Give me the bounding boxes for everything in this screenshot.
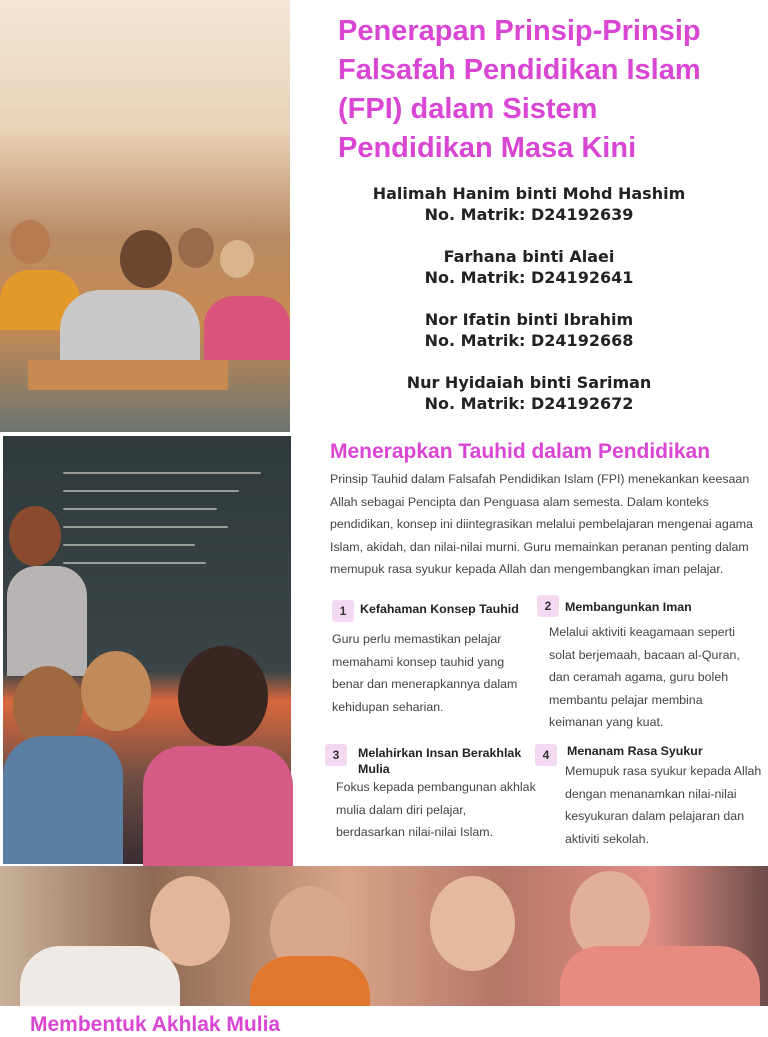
point-title: Menanam Rasa Syukur [567,744,703,758]
point-number-badge: 2 [537,595,559,617]
author-matrik: No. Matrik: D24192641 [424,267,634,287]
point-number-badge: 3 [325,744,347,766]
section-body: Prinsip Tauhid dalam Falsafah Pendidikan Islam (FPI) menekankan keesaan Allah sebagai Pencipta dan Penguasa alam semesta. Dalam konteks pendidikan, konsep ini diintegrasikan melalui pembelajaran mengenai agama Islam, akidah, dan nilai-nilai murni. Guru memainkan peranan penting dalam memupuk rasa syukur kepada Allah dan mengembangkan iman pelajar. [330,472,753,577]
teacher-figure [9,506,61,566]
student-figure [60,290,200,360]
point-number-badge: 1 [332,600,354,622]
author-matrik: No. Matrik: D24192668 [424,330,634,350]
point-body: Fokus kepada pembangunan akhlak mulia dalam diri pelajar, berdasarkan nilai-nilai Islam. [336,780,536,840]
student-figure [20,946,180,1006]
student-figure [143,746,293,866]
student-figure [13,666,83,746]
author-name: Halimah Hanim binti Mohd Hashim [372,184,686,203]
page-title: Penerapan Prinsip-Prinsip Falsafah Pendidikan Islam (FPI) dalam Sistem Pendidikan Masa Kini [338,15,701,164]
student-figure [178,228,214,268]
student-figure [204,296,290,360]
author-name: Nur Hyidaiah binti Sariman [406,373,652,392]
point-number-badge: 4 [535,744,557,766]
student-figure [220,240,254,278]
author-list [290,184,768,436]
author-name: Nor Ifatin binti Ibrahim [424,310,634,329]
author-matrik: No. Matrik: D24192672 [424,393,634,413]
student-figure [430,876,515,971]
author-entry [290,373,768,414]
point-body: Memupuk rasa syukur kepada Allah dengan menanamkan nilai-nilai kesyukuran dalam pelajaran dan aktiviti sekolah. [565,764,762,846]
student-figure [10,220,50,264]
student-figure [250,956,370,1006]
point-title: Kefahaman Konsep Tauhid [360,602,519,616]
classroom-photo [0,0,290,432]
desk [28,360,228,390]
student-figure [560,946,760,1006]
student-figure [81,651,151,731]
teacher-figure [7,566,87,676]
point-body: Melalui aktiviti keagamaan seperti solat berjemaah, bacaan al-Quran, dan ceramah agama, guru boleh membantu pelajar membina keimanan yang kuat. [549,625,740,730]
chalkboard-writing [63,456,283,626]
student-figure [120,230,172,288]
author-matrik: No. Matrik: D24192639 [424,204,634,224]
point-title: Melahirkan Insan Berakhlak Mulia [358,746,522,776]
happy-students-photo [0,866,768,1006]
section-title: Menerapkan Tauhid dalam Pendidikan [330,440,711,463]
point-body: Guru perlu memastikan pelajar memahami konsep tauhid yang benar dan menerapkannya dalam kehidupan seharian. [332,632,518,714]
author-entry [290,184,768,225]
teacher-chalkboard-photo [3,436,291,864]
point-title: Membangunkan Iman [565,600,692,614]
student-figure [3,736,123,864]
author-entry [290,310,768,351]
author-entry [290,247,768,288]
author-name: Farhana binti Alaei [443,247,615,266]
next-section-title: Membentuk Akhlak Mulia [30,1013,281,1036]
student-figure [178,646,268,746]
